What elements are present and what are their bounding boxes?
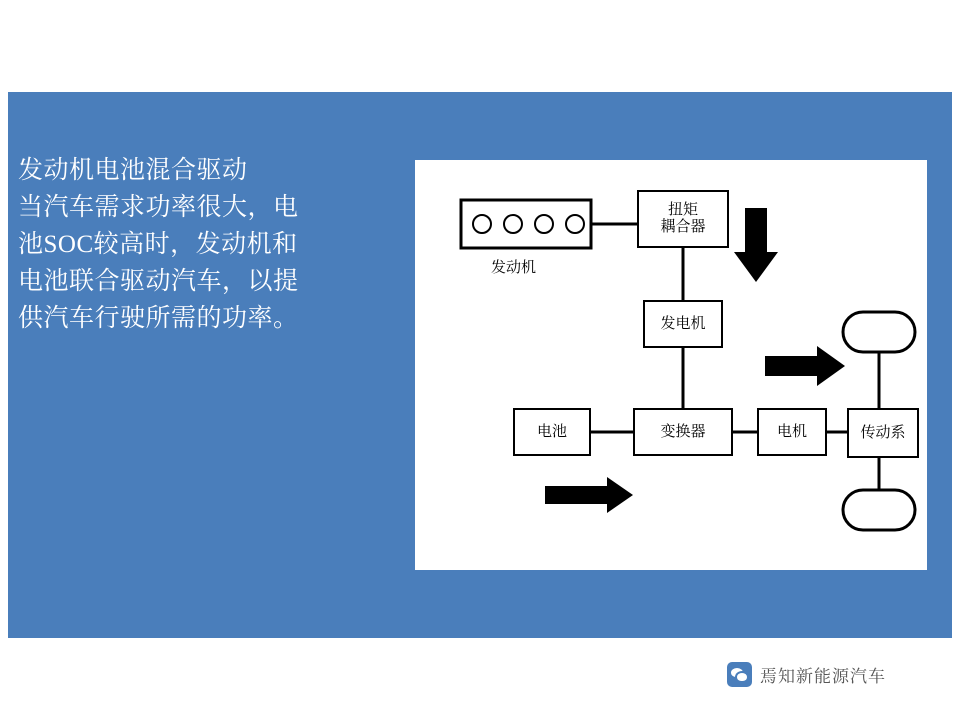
torque-coupler-block — [637, 190, 729, 248]
engine-cylinder-4 — [565, 214, 585, 234]
battery-block: 电池 — [513, 408, 591, 456]
footer — [0, 648, 960, 720]
slide-body-line-2: 池SOC较高时，发动机和 — [18, 231, 298, 258]
powertrain-diagram — [415, 160, 927, 570]
torque-coupler-label-line2: 耦合器 — [660, 219, 706, 235]
wechat-icon — [727, 662, 752, 687]
footer-account — [727, 662, 886, 687]
slide-body-line-4: 供汽车行驶所需的功率。 — [18, 305, 299, 332]
motor-block: 电机 — [757, 408, 827, 456]
slide-text-block — [18, 152, 370, 337]
converter-block: 变换器 — [633, 408, 733, 456]
arrow-down-engine-icon — [734, 208, 778, 282]
torque-coupler-label-line1: 扭矩 — [667, 202, 698, 218]
engine-cylinder-2 — [503, 214, 523, 234]
slide-title: 发动机电池混合驱动 — [18, 157, 248, 184]
arrow-right-battery-icon — [545, 477, 633, 513]
arrow-right-motor-icon — [765, 346, 845, 386]
engine-cylinder-3 — [534, 214, 554, 234]
engine-cylinder-1 — [472, 214, 492, 234]
slide-body-line-3: 电池联合驱动汽车，以提 — [18, 268, 299, 295]
transmission-block: 传动系 — [847, 408, 919, 458]
footer-account-name: 焉知新能源汽车 — [760, 667, 886, 686]
generator-block: 发电机 — [643, 300, 723, 348]
engine-label: 发动机 — [491, 260, 537, 276]
slide-body-line-1: 当汽车需求功率很大，电 — [18, 194, 299, 221]
